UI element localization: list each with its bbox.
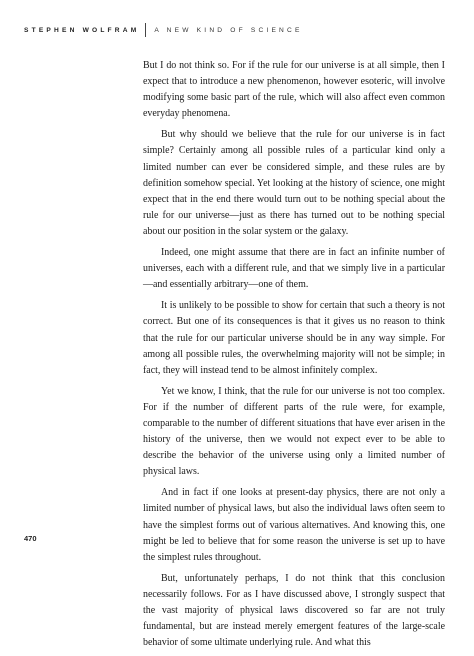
header-author: STEPHEN WOLFRAM bbox=[24, 26, 140, 34]
paragraph: But, unfortunately perhaps, I do not think that this conclusion necessarily follows. For as I have discussed above, I strongly suspect that the vast majority of physical laws discovered so far are not truly fundamental, but are instead merely emergent features of the large-scale behavior of some ultimate underlying rule. And what this bbox=[143, 572, 445, 649]
paragraph: Yet we know, I think, that the rule for our universe is not too complex. For if the number of different parts of the rule were, for example, comparable to the number of different situations that have ever arisen in the history of the universe, then we would not expect ever to be able to describe the behavior of the universe using only a limited number of physical laws. bbox=[143, 385, 445, 478]
paragraph: But I do not think so. For if the rule for our universe is at all simple, then I expect that to introduce a new phenomenon, however esoteric, will involve modifying some basic part of the rule, which will also affect even common everyday phenomena. bbox=[143, 60, 445, 120]
paragraph: Indeed, one might assume that there are in fact an infinite number of universes, each with a different rule, and that we simply live in a particular—and essentially arbitrary—one of them. bbox=[143, 247, 445, 291]
paragraph: But why should we believe that the rule for our universe is in fact simple? Certainly among all possible rules of a particular kind only a limited number can ever be considered simple, and these rules are by definition somehow special. Yet looking at the history of science, one might expect that in the end there would turn out to be nothing special about the rule for our universe—just as there has turned out to be nothing special about our position in the solar system or the galaxy. bbox=[143, 129, 445, 237]
paragraph: It is unlikely to be possible to show for certain that such a theory is not correct. But one of its consequences is that it gives us no reason to think that the rule for our particular universe should be in any way simple. For among all possible rules, the overwhelming majority will not be simple; in fact, they will instead tend to be almost infinitely complex. bbox=[143, 300, 445, 376]
paragraph: And in fact if one looks at present-day physics, there are not only a limited number of physical laws, but also the individual laws often seem to have the simplest forms out of various alternatives. And knowing this, one might be led to believe that for some reason the universe is set up to have the simplest rules throughout. bbox=[143, 487, 445, 563]
header-book-title: A NEW KIND OF SCIENCE bbox=[154, 26, 303, 34]
body-text bbox=[143, 58, 445, 656]
header-divider bbox=[145, 23, 146, 37]
page-number: 470 bbox=[24, 534, 37, 543]
running-header bbox=[24, 24, 303, 36]
